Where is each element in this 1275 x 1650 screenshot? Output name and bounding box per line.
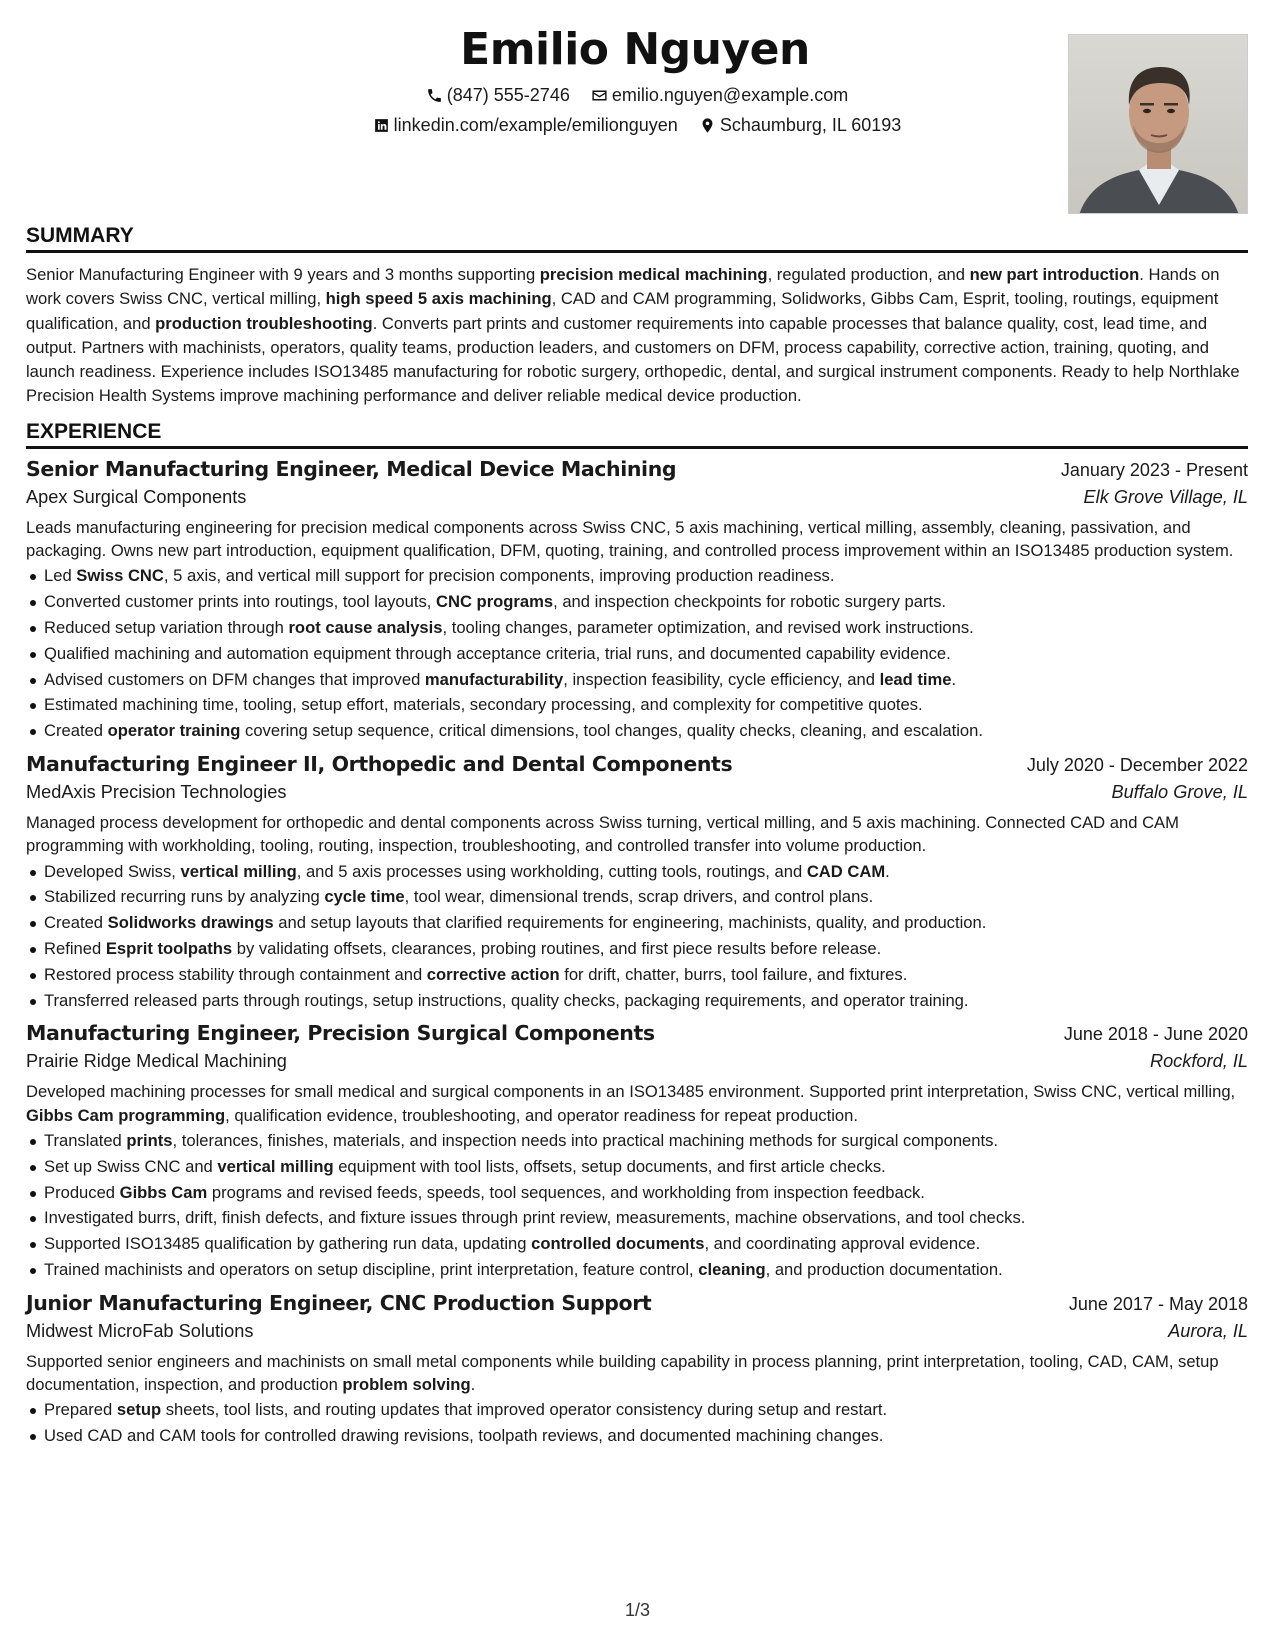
job-company: MedAxis Precision Technologies	[26, 781, 287, 802]
bullet-item: Developed Swiss, vertical milling, and 5 axis processes using workholding, cutting tools, routings, and CAD CAM.	[26, 859, 1248, 885]
bullet-item: Led Swiss CNC, 5 axis, and vertical mill support for precision components, improving production readiness.	[26, 563, 1248, 589]
phone-item[interactable]	[426, 83, 570, 107]
envelope-icon	[591, 87, 608, 104]
profile-photo	[1068, 34, 1248, 214]
bullet-item: Investigated burrs, drift, finish defects, and fixture issues through print review, measurements, machine observations, and tool checks.	[26, 1205, 1248, 1231]
email-item[interactable]	[591, 83, 848, 107]
job-bullets	[26, 1128, 1248, 1283]
bullet-item: Created operator training covering setup sequence, critical dimensions, tool changes, quality checks, cleaning, and escalation.	[26, 718, 1248, 744]
job-location: Buffalo Grove, IL	[1111, 781, 1248, 802]
bullet-item: Stabilized recurring runs by analyzing cycle time, tool wear, dimensional trends, scrap drivers, and control plans.	[26, 884, 1248, 910]
candidate-name: Emilio Nguyen	[460, 24, 810, 75]
linkedin-item[interactable]	[373, 113, 678, 137]
phone-text: (847) 555-2746	[446, 85, 570, 105]
job-dates: June 2017 - May 2018	[1068, 1293, 1248, 1314]
job-location: Rockford, IL	[1149, 1051, 1248, 1072]
job-bullets	[26, 859, 1248, 1014]
job-entry	[26, 1021, 1248, 1282]
location-item	[699, 113, 901, 137]
job-bullets	[26, 1397, 1248, 1449]
job-dates: July 2020 - December 2022	[1026, 754, 1248, 775]
job-description: Supported senior engineers and machinists on small metal components while building capability in process planning, print interpretation, tooling, CAD, CAM, setup documentation, inspection, and production problem solving.	[26, 1351, 1219, 1394]
bullet-item: Advised customers on DFM changes that improved manufacturability, inspection feasibility, cycle efficiency, and lead time.	[26, 667, 1248, 693]
bullet-item: Converted customer prints into routings, tool layouts, CNC programs, and inspection checkpoints for robotic surgery parts.	[26, 589, 1248, 615]
job-title: Junior Manufacturing Engineer, CNC Production Support	[26, 1290, 652, 1315]
page-number: 1/3	[624, 1600, 651, 1620]
job-location: Elk Grove Village, IL	[1083, 486, 1248, 507]
bullet-item: Supported ISO13485 qualification by gathering run data, updating controlled documents, and coordinating approval evidence.	[26, 1231, 1248, 1257]
summary-section	[26, 224, 1248, 409]
bullet-item: Estimated machining time, tooling, setup effort, materials, secondary processing, and complexity for competitive quotes.	[26, 692, 1248, 718]
job-entry	[26, 1291, 1248, 1449]
summary-text: Senior Manufacturing Engineer with 9 years and 3 months supporting precision medical machining, regulated production, and new part introduction. Hands on work covers Swiss CNC, vertical milling, high speed 5 axis machining, CAD and CAM programming, Solidworks, Gibbs Cam, Esprit, tooling, routings, equipment qualification, and production troubleshooting. Converts part prints and customer requirements into capable processes that balance quality, cost, lead time, and output. Partners with machinists, operators, quality teams, production leaders, and customers on DFM, process capability, corrective action, training, quoting, and launch readiness. Experience includes ISO13485 manufacturing for robotic surgery, orthopedic, dental, and surgical instrument components. Ready to help Northlake Precision Health Systems improve machining performance and deliver reliable medical device production.	[26, 265, 1240, 406]
job-title: Manufacturing Engineer II, Orthopedic and Dental Components	[26, 751, 733, 776]
phone-icon	[426, 87, 443, 104]
bullet-item: Prepared setup sheets, tool lists, and routing updates that improved operator consistency during setup and restart.	[26, 1397, 1248, 1423]
job-bullets	[26, 563, 1248, 744]
linkedin-text: linkedin.com/example/emilionguyen	[393, 115, 678, 135]
contact-line-1	[26, 83, 1248, 107]
job-dates: January 2023 - Present	[1060, 459, 1248, 480]
experience-heading: EXPERIENCE	[26, 420, 1248, 449]
job-entry	[26, 752, 1248, 1013]
job-title: Senior Manufacturing Engineer, Medical Device Machining	[26, 456, 677, 481]
portrait-image	[1069, 35, 1248, 214]
contact-line-2	[26, 113, 1248, 137]
bullet-item: Created Solidworks drawings and setup layouts that clarified requirements for engineering, machinists, quality, and production.	[26, 910, 1248, 936]
resume-header	[26, 24, 1248, 224]
linkedin-icon	[373, 117, 390, 134]
summary-heading: SUMMARY	[26, 224, 1248, 253]
bullet-item: Used CAD and CAM tools for controlled drawing revisions, toolpath reviews, and documented machining changes.	[26, 1423, 1248, 1449]
job-company: Apex Surgical Components	[26, 486, 247, 507]
job-description: Developed machining processes for small medical and surgical components in an ISO13485 environment. Supported print interpretation, Swiss CNC, vertical milling, Gibbs Cam programming, qualification evidence, troubleshooting, and operator readiness for repeat production.	[26, 1082, 1236, 1125]
bullet-item: Produced Gibbs Cam programs and revised feeds, speeds, tool sequences, and workholding from inspection feedback.	[26, 1180, 1248, 1206]
resume-page	[26, 22, 1248, 1449]
job-company: Midwest MicroFab Solutions	[26, 1320, 254, 1341]
job-description: Managed process development for orthopedic and dental components across Swiss turning, vertical milling, and 5 axis machining. Connected CAD and CAM programming with workholding, tooling, routing, inspection, troubleshooting, and controlled transfer into volume production.	[26, 812, 1179, 856]
bullet-item: Trained machinists and operators on setup discipline, print interpretation, feature control, cleaning, and production documentation.	[26, 1257, 1248, 1283]
bullet-item: Restored process stability through containment and corrective action for drift, chatter, burrs, tool failure, and fixtures.	[26, 962, 1248, 988]
job-description: Leads manufacturing engineering for precision medical components across Swiss CNC, 5 axis machining, vertical milling, assembly, cleaning, passivation, and packaging. Owns new part introduction, equipment qualification, DFM, quoting, training, and controlled process improvement within an ISO13485 production system.	[26, 517, 1234, 561]
job-dates: June 2018 - June 2020	[1063, 1024, 1248, 1045]
bullet-item: Translated prints, tolerances, finishes, materials, and inspection needs into practical machining methods for surgical components.	[26, 1128, 1248, 1154]
bullet-item: Transferred released parts through routings, setup instructions, quality checks, packaging requirements, and operator training.	[26, 988, 1248, 1014]
job-location: Aurora, IL	[1168, 1320, 1248, 1341]
job-company: Prairie Ridge Medical Machining	[26, 1051, 287, 1072]
bullet-item: Refined Esprit toolpaths by validating offsets, clearances, probing routines, and first piece results before release.	[26, 936, 1248, 962]
experience-section	[26, 420, 1248, 1449]
map-pin-icon	[699, 117, 716, 134]
bullet-item: Reduced setup variation through root cause analysis, tooling changes, parameter optimization, and revised work instructions.	[26, 615, 1248, 641]
job-title: Manufacturing Engineer, Precision Surgical Components	[26, 1021, 655, 1046]
bullet-item: Set up Swiss CNC and vertical milling equipment with tool lists, offsets, setup documents, and first article checks.	[26, 1154, 1248, 1180]
location-text: Schaumburg, IL 60193	[719, 115, 902, 135]
email-text: emilio.nguyen@example.com	[611, 85, 849, 105]
job-entry	[26, 457, 1248, 744]
bullet-item: Qualified machining and automation equipment through acceptance criteria, trial runs, and documented capability evidence.	[26, 641, 1248, 667]
